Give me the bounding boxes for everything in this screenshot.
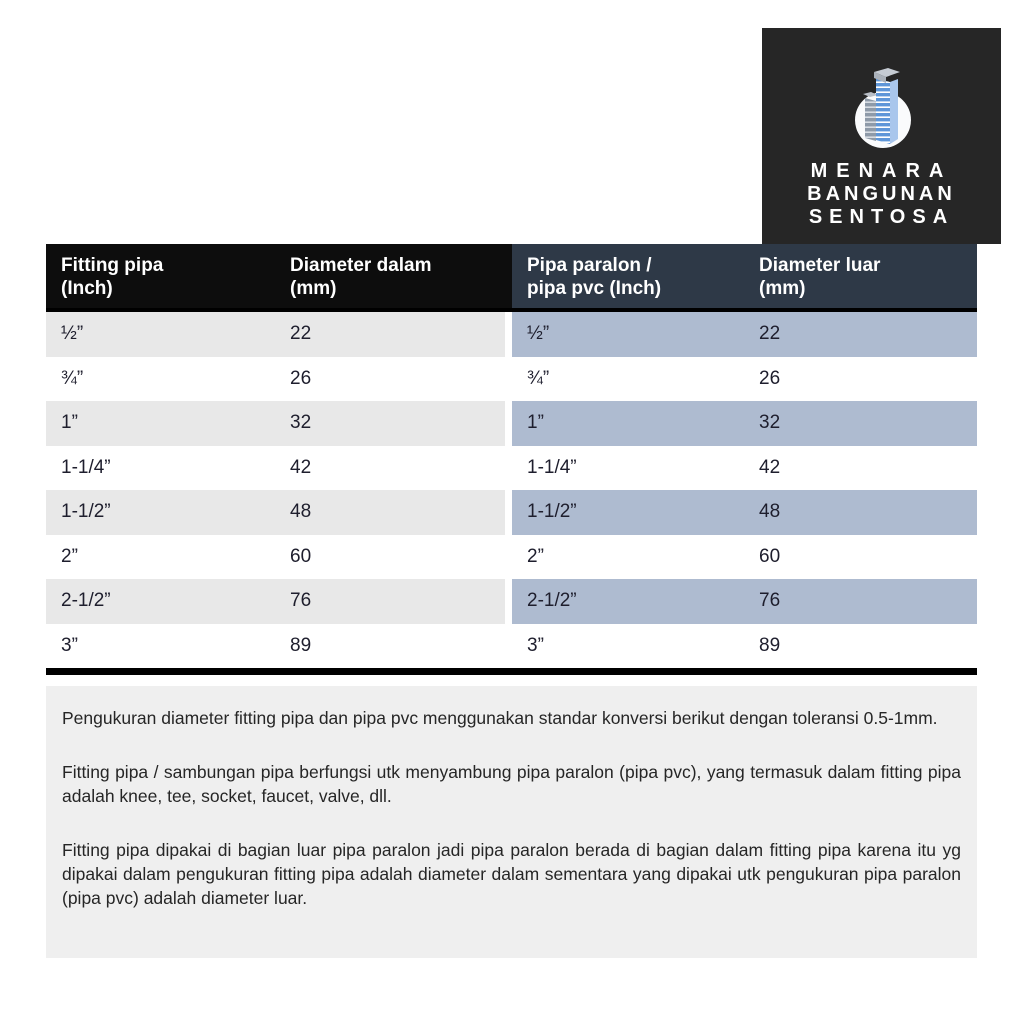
table-row	[46, 312, 977, 357]
header-line: Fitting pipa	[61, 255, 164, 276]
cell-fitting: 1-1/2”	[46, 490, 275, 535]
cell-pipa-pvc: 2”	[512, 535, 744, 580]
company-name	[807, 160, 956, 229]
cell-diameter-dalam: 60	[275, 535, 505, 580]
column-gutter	[505, 357, 512, 402]
column-gutter	[505, 446, 512, 491]
cell-fitting: 2-1/2”	[46, 579, 275, 624]
column-gutter	[505, 490, 512, 535]
cell-pipa-pvc: 3”	[512, 624, 744, 669]
header-line: (mm)	[759, 278, 806, 299]
cell-diameter-luar: 89	[744, 624, 977, 669]
cell-diameter-dalam: 42	[275, 446, 505, 491]
cell-diameter-luar: 48	[744, 490, 977, 535]
table-row	[46, 490, 977, 535]
table-row	[46, 624, 977, 669]
table-header-row	[46, 244, 977, 312]
header-cell-diameter-luar	[744, 244, 977, 312]
cell-fitting: 3”	[46, 624, 275, 669]
header-line: (mm)	[290, 278, 337, 299]
cell-fitting: ¾”	[46, 357, 275, 402]
cell-diameter-luar: 22	[744, 312, 977, 357]
cell-diameter-dalam: 48	[275, 490, 505, 535]
table-row	[46, 535, 977, 580]
header-line: Pipa paralon /	[527, 255, 652, 276]
column-gutter	[505, 579, 512, 624]
cell-fitting: 1-1/4”	[46, 446, 275, 491]
cell-diameter-luar: 32	[744, 401, 977, 446]
header-cell-diameter-dalam	[275, 244, 505, 312]
cell-pipa-pvc: 2-1/2”	[512, 579, 744, 624]
cell-fitting: ½”	[46, 312, 275, 357]
info-box	[46, 686, 977, 958]
column-gutter	[505, 401, 512, 446]
paragraph-pengukuran-standar: Pengukuran diameter fitting pipa dan pipa pvc menggunakan standar konversi berikut dengan toleransi 0.5-1mm.	[62, 708, 938, 728]
cell-diameter-dalam: 32	[275, 401, 505, 446]
table-row	[46, 357, 977, 402]
company-logo	[762, 28, 1001, 244]
paragraph-fitting-dipakai: Fitting pipa dipakai di bagian luar pipa paralon jadi pipa paralon berada di bagian dalam fitting pipa karena itu yg dipakai dalam pengukuran fitting pipa adalah diameter dalam sementara yang dipakai utk pengukuran pipa paralon (pipa pvc) adalah diameter luar.	[62, 840, 961, 908]
company-name-line-3: SENTOSA	[808, 206, 955, 228]
cell-pipa-pvc: ½”	[512, 312, 744, 357]
cell-diameter-luar: 42	[744, 446, 977, 491]
cell-diameter-dalam: 26	[275, 357, 505, 402]
building-icon	[838, 58, 926, 152]
cell-pipa-pvc: 1-1/4”	[512, 446, 744, 491]
table-row	[46, 401, 977, 446]
table-row	[46, 579, 977, 624]
cell-diameter-luar: 76	[744, 579, 977, 624]
header-line: Diameter dalam	[290, 255, 432, 276]
cell-fitting: 2”	[46, 535, 275, 580]
cell-pipa-pvc: 1-1/2”	[512, 490, 744, 535]
column-gutter	[505, 244, 512, 312]
header-line: Diameter luar	[759, 255, 881, 276]
cell-diameter-luar: 26	[744, 357, 977, 402]
company-name-line-1: MENARA	[810, 160, 953, 182]
table-bottom-border	[46, 668, 977, 675]
column-gutter	[505, 624, 512, 669]
pipe-size-table	[46, 244, 977, 675]
header-line: pipa pvc (Inch)	[527, 278, 662, 299]
cell-diameter-luar: 60	[744, 535, 977, 580]
header-cell-fitting-pipa	[46, 244, 275, 312]
table-row	[46, 446, 977, 491]
cell-fitting: 1”	[46, 401, 275, 446]
cell-pipa-pvc: ¾”	[512, 357, 744, 402]
cell-diameter-dalam: 76	[275, 579, 505, 624]
column-gutter	[505, 535, 512, 580]
cell-diameter-dalam: 89	[275, 624, 505, 669]
header-line: (Inch)	[61, 278, 113, 299]
paragraph-fitting-fungsi: Fitting pipa / sambungan pipa berfungsi utk menyambung pipa paralon (pipa pvc), yang termasuk dalam fitting pipa adalah knee, tee, socket, faucet, valve, dll.	[62, 762, 961, 806]
company-name-line-2: BANGUNAN	[807, 183, 956, 205]
cell-diameter-dalam: 22	[275, 312, 505, 357]
column-gutter	[505, 312, 512, 357]
header-cell-pipa-paralon	[512, 244, 744, 312]
cell-pipa-pvc: 1”	[512, 401, 744, 446]
